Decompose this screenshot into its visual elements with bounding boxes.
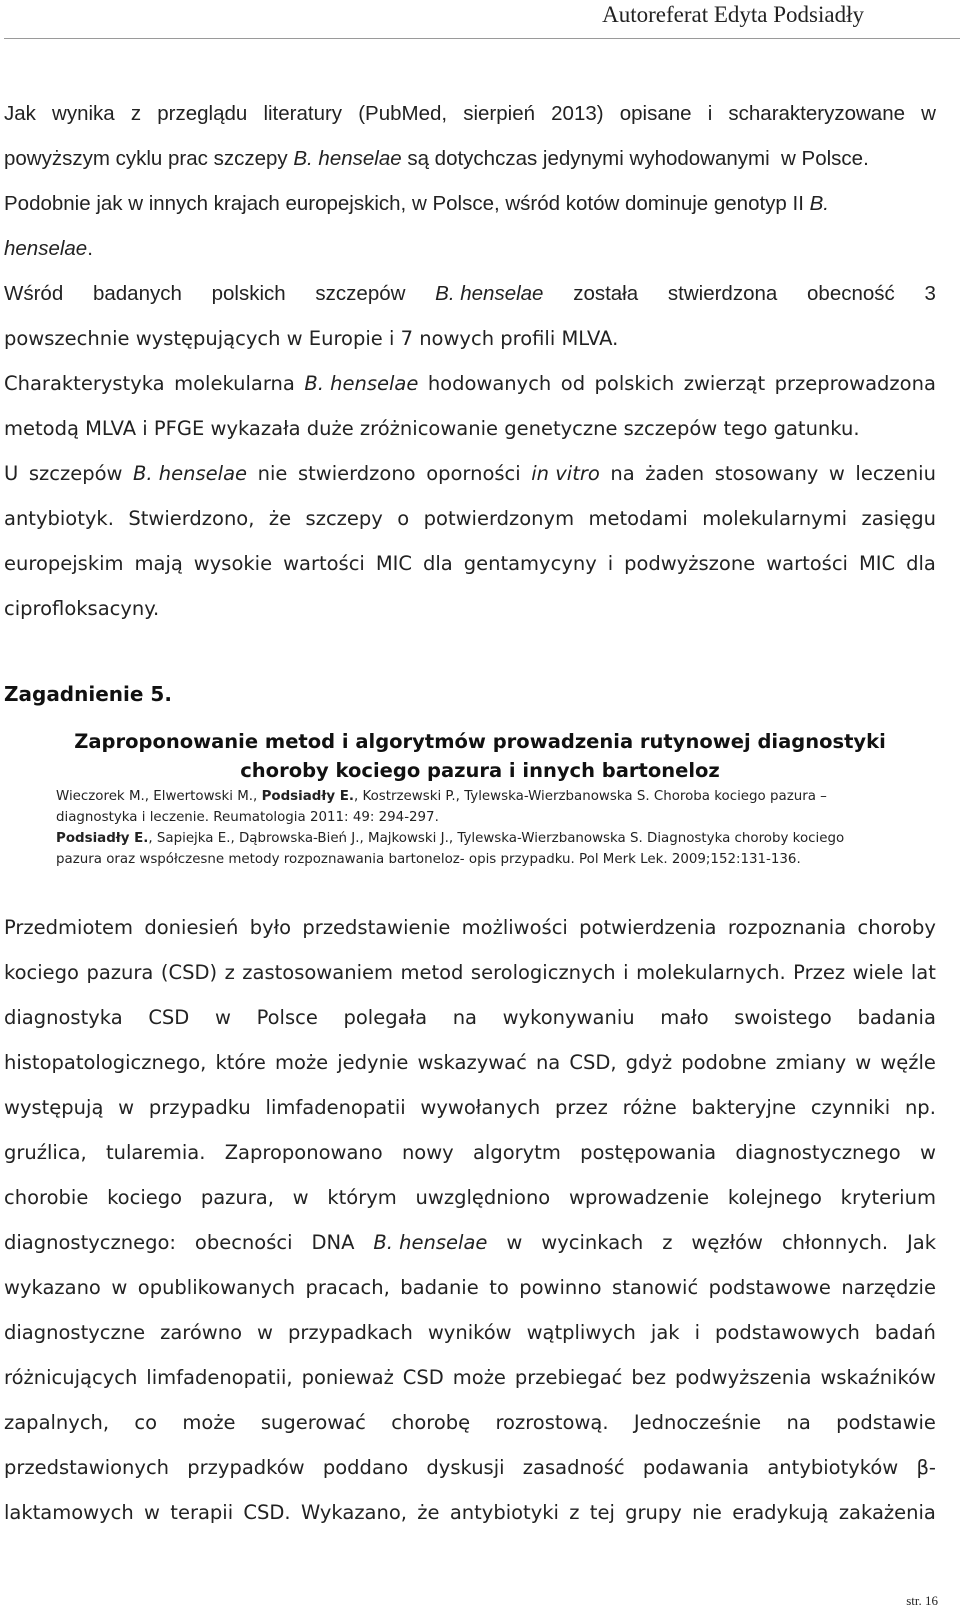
word: MIC <box>375 552 413 575</box>
word: rozpoznania <box>727 916 847 939</box>
word: w <box>111 1276 128 1299</box>
word: i <box>694 1321 701 1344</box>
word: od <box>560 372 586 395</box>
word: którym <box>327 1186 397 1209</box>
word: nie <box>257 462 288 485</box>
text-run: powyższym cyklu prac szczepy <box>4 147 294 170</box>
word: wątpliwych <box>526 1321 636 1344</box>
text-run: , Kostrzewski P., Tylewska-Wierzbanowska S. Choroba kociego pazura – <box>353 789 827 804</box>
text-line <box>4 1400 936 1445</box>
word: wartości <box>766 552 848 575</box>
word: podobne <box>681 1051 767 1074</box>
word: MIC <box>858 552 896 575</box>
word: wiele <box>852 961 904 984</box>
word: diagnostycznego <box>735 1141 901 1164</box>
text-line <box>4 451 936 496</box>
word: zarówno <box>160 1321 243 1344</box>
text-line <box>4 91 936 136</box>
word: wysokie <box>193 552 273 575</box>
word: może <box>275 1051 329 1074</box>
word: szczepy <box>305 507 383 530</box>
reference-line: pazura oraz współczesne metody rozpoznawania bartoneloz- opis przypadku. Pol Merk Lek. 2009;152:131-136. <box>56 852 801 867</box>
word: pracach, <box>305 1276 390 1299</box>
word: jak <box>650 1321 680 1344</box>
word: szczepów <box>28 462 123 485</box>
word: podawania <box>642 1456 750 1479</box>
species-name: B. henselae <box>435 282 544 305</box>
word: różne <box>622 1096 677 1119</box>
word: wartości <box>283 552 365 575</box>
word: że <box>417 1501 440 1524</box>
paragraph-literature <box>4 91 936 316</box>
word: metod <box>400 961 464 984</box>
word: europejskim <box>4 552 124 575</box>
word: polegała <box>343 1006 428 1029</box>
word: Stwierdzono, <box>128 507 255 530</box>
text-line <box>4 406 936 451</box>
word: lat <box>910 961 936 984</box>
word: Jednocześnie <box>633 1411 762 1434</box>
word: badań <box>874 1321 936 1344</box>
word: bakteryjne <box>691 1096 797 1119</box>
word: w <box>828 462 845 485</box>
word: z <box>130 102 142 125</box>
text-line <box>4 1355 936 1400</box>
word: wykonywaniu <box>502 1006 635 1029</box>
word: dyskusji <box>426 1456 505 1479</box>
word: chorobie <box>4 1186 89 1209</box>
word: badanie <box>400 1276 479 1299</box>
word: diagnostyka <box>4 1006 123 1029</box>
paragraph-diagnostics <box>4 905 936 1535</box>
text-line <box>4 361 936 406</box>
word: na <box>610 462 635 485</box>
word: w <box>506 1231 523 1254</box>
word: dla <box>423 552 453 575</box>
word: jedynie <box>337 1051 409 1074</box>
word: stwierdzono <box>297 462 416 485</box>
word: literatury <box>263 102 343 125</box>
text-run: powszechnie występujących w Europie i 7 nowych profili MLVA. <box>4 327 619 350</box>
word: w <box>855 1051 872 1074</box>
word: antybiotyki <box>449 1501 559 1524</box>
word: algorytm <box>472 1141 561 1164</box>
word: stanowić <box>612 1276 699 1299</box>
word: mają <box>134 552 183 575</box>
text-run: . <box>87 237 93 260</box>
word: wynika <box>52 102 115 125</box>
text-line <box>4 950 936 995</box>
word: tej <box>589 1501 615 1524</box>
word: Zaproponowano <box>224 1141 383 1164</box>
word: żaden <box>645 462 705 485</box>
word: bez <box>631 1366 666 1389</box>
word: podstawowych <box>715 1321 860 1344</box>
word: Wykazano, <box>300 1501 407 1524</box>
word: powinno <box>519 1276 602 1299</box>
word: Jak <box>907 1231 936 1254</box>
word: przebiegać <box>514 1366 623 1389</box>
word: przeglądu <box>157 102 248 125</box>
text-run: są dotychczas jedynymi wyhodowanymi w Polsce. <box>401 147 869 170</box>
word: antybiotyk. <box>4 507 114 530</box>
text-line <box>4 1040 936 1085</box>
word: diagnostycznego: <box>4 1231 176 1254</box>
word: CSD. <box>243 1501 291 1524</box>
word: Przez <box>793 961 846 984</box>
text-run: , Sapiejka E., Dąbrowska-Bień J., Majkowski J., Tylewska-Wierzbanowska S. Diagnostyka choroby kociego <box>148 831 845 846</box>
running-header: Autoreferat Edyta Podsiadły <box>602 2 864 27</box>
text-line <box>4 181 936 226</box>
word: zapalnych, <box>4 1411 110 1434</box>
word: występują <box>4 1096 104 1119</box>
word: β- <box>916 1456 936 1479</box>
text-line <box>4 1220 936 1265</box>
word: U <box>4 462 19 485</box>
word: chorobę <box>391 1411 471 1434</box>
text-run: Podobnie jak w innych krajach europejskich, w Polsce, wśród kotów dominuje genotyp II <box>4 192 810 215</box>
word: Wśród <box>4 282 64 305</box>
text-run: metodą MLVA i PFGE wykazała duże zróżnicowanie genetyczne szczepów tego gatunku. <box>4 417 860 440</box>
word: ponieważ <box>301 1366 394 1389</box>
word: chłonnych. <box>781 1231 889 1254</box>
word: potwierdzonym <box>423 507 575 530</box>
word: szczepów <box>315 282 406 305</box>
word: zasięgu <box>861 507 936 530</box>
text-line <box>4 1445 936 1490</box>
word: obecności <box>194 1231 293 1254</box>
word: w <box>921 102 936 125</box>
word: (PubMed, <box>358 102 448 125</box>
word: i <box>607 552 614 575</box>
text-line <box>4 1085 936 1130</box>
word: kociego <box>107 1186 183 1209</box>
word: badanych <box>92 282 182 305</box>
section-heading: Zagadnienie 5. <box>4 682 172 706</box>
word: podstawowe <box>708 1276 831 1299</box>
word: gruźlica, <box>4 1141 87 1164</box>
species-name: in vitro <box>531 462 600 485</box>
word: została <box>573 282 639 305</box>
species-name: B. henselae <box>373 1231 488 1254</box>
topic-title-line-1: Zaproponowanie metod i algorytmów prowadzenia rutynowej diagnostyki <box>74 730 886 753</box>
word: zasadność <box>522 1456 625 1479</box>
word: przypadkach <box>287 1321 413 1344</box>
word: możliwości <box>461 916 568 939</box>
word: było <box>249 916 292 939</box>
word: sierpień <box>463 102 536 125</box>
text-line <box>4 1310 936 1355</box>
word: doniesień <box>144 916 239 939</box>
word: CSD <box>402 1366 444 1389</box>
word: dla <box>906 552 936 575</box>
header-rule <box>4 38 960 39</box>
word: mało <box>660 1006 709 1029</box>
word: scharakteryzowane <box>728 102 906 125</box>
word: diagnostyczne <box>4 1321 146 1344</box>
word: podstawie <box>836 1411 936 1434</box>
word: może <box>182 1411 236 1434</box>
word: Charakterystyka <box>4 372 165 395</box>
word: leczeniu <box>855 462 936 485</box>
word: zastosowaniem <box>242 961 393 984</box>
word: 2013) <box>551 102 604 125</box>
word: oporności <box>426 462 521 485</box>
word: na <box>535 1051 561 1074</box>
text-line <box>4 541 936 586</box>
word: co <box>134 1411 158 1434</box>
word: metodami <box>588 507 688 530</box>
word: węźle <box>880 1051 936 1074</box>
word: Polsce <box>256 1006 318 1029</box>
word: gentamycyny <box>463 552 597 575</box>
word: CSD, <box>569 1051 617 1074</box>
word: Przedmiotem <box>4 916 134 939</box>
word: stosowany <box>714 462 819 485</box>
word: eradykują <box>732 1501 829 1524</box>
word: to <box>489 1276 509 1299</box>
word: molekularnymi <box>702 507 848 530</box>
species-name: B. henselae <box>293 147 402 170</box>
text-line <box>4 1265 936 1310</box>
word: w <box>214 1006 231 1029</box>
word: potwierdzenia <box>579 916 717 939</box>
word: wywołanych <box>420 1096 541 1119</box>
word: antybiotyków <box>767 1456 899 1479</box>
word: kryterium <box>840 1186 936 1209</box>
word: badania <box>857 1006 936 1029</box>
word: choroby <box>857 916 936 939</box>
word: wprowadzenie <box>569 1186 710 1209</box>
word: zmiany <box>775 1051 847 1074</box>
word: czynniki <box>810 1096 891 1119</box>
word: histopatologicznego, <box>4 1051 207 1074</box>
word: rozrostową. <box>495 1411 609 1434</box>
word: różnicujących <box>4 1366 138 1389</box>
word: przypadku <box>148 1096 251 1119</box>
word: w <box>292 1186 309 1209</box>
text-line <box>4 995 936 1040</box>
word: w <box>257 1321 273 1344</box>
word: wskaźników <box>820 1366 936 1389</box>
text-line <box>4 905 936 950</box>
word: z <box>224 961 235 984</box>
text-line <box>4 1175 936 1220</box>
word: w <box>144 1501 160 1524</box>
species-name: B. henselae <box>133 462 248 485</box>
word: molekularna <box>174 372 295 395</box>
word: opublikowanych <box>137 1276 296 1299</box>
word: pazura <box>86 961 154 984</box>
word: w <box>118 1096 135 1119</box>
word: że <box>268 507 292 530</box>
word: kolejnego <box>727 1186 822 1209</box>
publication-list <box>56 786 936 870</box>
word: przedstawionych <box>4 1456 170 1479</box>
text-run: ciprofloksacyny. <box>4 597 160 620</box>
word: z <box>569 1501 580 1524</box>
word: i <box>707 102 713 125</box>
species-name: henselae <box>4 237 88 260</box>
text-run: Wieczorek M., Elwertowski M., <box>56 789 262 804</box>
word: podwyższenia <box>674 1366 812 1389</box>
word: może <box>452 1366 506 1389</box>
paragraph-findings <box>4 316 936 631</box>
word: narzędzie <box>841 1276 936 1299</box>
word: grupy <box>625 1501 682 1524</box>
word: DNA <box>311 1231 355 1254</box>
page-number: str. 16 <box>906 1593 938 1608</box>
word: uwzględniono <box>415 1186 551 1209</box>
author-highlight: Podsiadły E. <box>261 789 354 804</box>
word: przedstawienie <box>302 916 451 939</box>
text-line <box>4 586 936 631</box>
word: przeprowadzona <box>774 372 936 395</box>
word: postępowania <box>580 1141 717 1164</box>
text-line <box>4 1490 936 1535</box>
word: przez <box>555 1096 608 1119</box>
text-line <box>4 226 936 271</box>
text-line <box>4 496 936 541</box>
word: pazura, <box>200 1186 274 1209</box>
word: poddano <box>322 1456 409 1479</box>
word: limfadenopatii <box>265 1096 406 1119</box>
reference-line <box>56 828 936 849</box>
word: wycinkach <box>541 1231 644 1254</box>
word: które <box>215 1051 266 1074</box>
word: polskich <box>594 372 675 395</box>
word: w <box>919 1141 936 1164</box>
word: tularemia. <box>105 1141 206 1164</box>
word: na <box>452 1006 477 1029</box>
word: z <box>662 1231 673 1254</box>
word: np. <box>904 1096 936 1119</box>
text-line <box>4 1130 936 1175</box>
text-line <box>4 271 936 316</box>
word: zwierząt <box>683 372 766 395</box>
species-name: B. <box>809 192 829 215</box>
word: polskich <box>211 282 286 305</box>
word: stwierdzona <box>667 282 778 305</box>
word: kociego <box>4 961 79 984</box>
species-name: B. henselae <box>304 372 419 395</box>
word: nie <box>692 1501 722 1524</box>
word: wykazano <box>4 1276 101 1299</box>
word: obecność <box>807 282 895 305</box>
word: opisane <box>619 102 692 125</box>
word: serologicznych <box>470 961 616 984</box>
word: Jak <box>4 102 36 125</box>
word: węzłów <box>691 1231 763 1254</box>
reference-line <box>56 786 936 807</box>
text-line <box>4 136 936 181</box>
word: laktamowych <box>4 1501 134 1524</box>
word: gdyż <box>625 1051 673 1074</box>
word: swoistego <box>734 1006 832 1029</box>
reference-line: diagnostyka i leczenie. Reumatologia 2011: 49: 294-297. <box>56 810 439 825</box>
word: wskazywać <box>417 1051 527 1074</box>
word: na <box>786 1411 811 1434</box>
author-highlight: Podsiadły E. <box>56 831 149 846</box>
word: (CSD) <box>160 961 218 984</box>
word: podwyższone <box>624 552 756 575</box>
word: limfadenopatii, <box>146 1366 293 1389</box>
word: hodowanych <box>427 372 552 395</box>
word: nowy <box>401 1141 454 1164</box>
word: przypadków <box>187 1456 305 1479</box>
word: molekularnych. <box>636 961 786 984</box>
word: i <box>623 961 629 984</box>
word: CSD <box>148 1006 190 1029</box>
text-line <box>4 316 936 361</box>
word: terapii <box>170 1501 234 1524</box>
word: wyników <box>427 1321 512 1344</box>
topic-title-line-2: choroby kociego pazura i innych bartoneloz <box>240 759 720 782</box>
word: sugerować <box>260 1411 366 1434</box>
word: zakażenia <box>838 1501 936 1524</box>
word: 3 <box>924 282 936 305</box>
word: o <box>397 507 410 530</box>
